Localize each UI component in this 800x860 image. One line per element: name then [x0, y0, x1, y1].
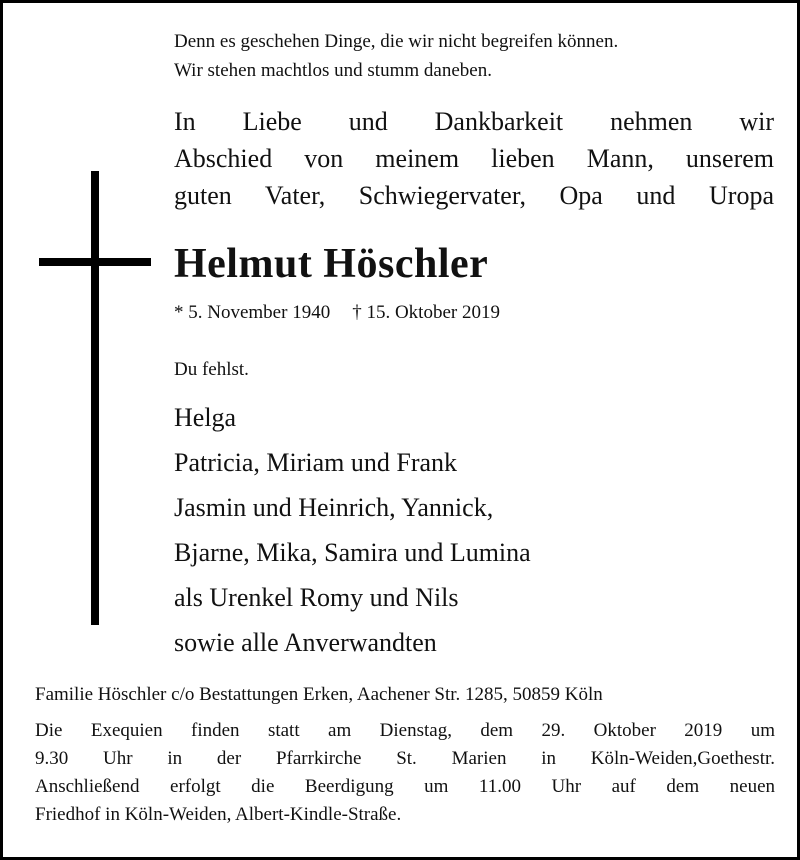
death-date: † 15. Oktober 2019 [352, 302, 500, 323]
cross-icon [91, 171, 99, 625]
cross-icon-bar [39, 258, 151, 266]
mourner-line: als Urenkel Romy und Nils [174, 583, 459, 612]
mourner-line: Jasmin und Heinrich, Yannick, [174, 493, 494, 522]
farewell-line: Abschied von meinem lieben Mann, unserem [174, 144, 774, 173]
mourner-line: Bjarne, Mika, Samira und Lumina [174, 538, 531, 567]
missed-text: Du fehlst. [174, 359, 249, 380]
farewell-line: In Liebe und Dankbarkeit nehmen wir [174, 107, 774, 136]
quote-line: Wir stehen machtlos und stumm daneben. [174, 60, 492, 81]
service-line: Anschließend erfolgt die Beerdigung um 11.00 Uhr auf dem neuen [35, 776, 775, 797]
mourner-line: Helga [174, 403, 237, 432]
farewell-text [174, 103, 774, 214]
service-line: 9.30 Uhr in der Pfarrkirche St. Marien in Köln-Weiden,Goethestr. [35, 748, 775, 769]
contact-address: Familie Höschler c/o Bestattungen Erken, Aachener Str. 1285, 50859 Köln [35, 684, 603, 705]
deceased-name: Helmut Höschler [174, 241, 489, 287]
mourner-line: Patricia, Miriam und Frank [174, 448, 458, 477]
mourners-list [174, 395, 531, 665]
service-line: Die Exequien finden statt am Dienstag, dem 29. Oktober 2019 um [35, 720, 775, 741]
quote-line: Denn es geschehen Dinge, die wir nicht begreifen können. [174, 31, 619, 52]
opening-quote [174, 27, 774, 85]
service-line: Friedhof in Köln-Weiden, Albert-Kindle-Straße. [35, 804, 402, 825]
farewell-line: guten Vater, Schwiegervater, Opa und Uropa [174, 181, 774, 210]
service-details [35, 717, 775, 829]
mourner-line: sowie alle Anverwandten [174, 628, 437, 657]
life-dates [174, 299, 500, 327]
birth-date: * 5. November 1940 [174, 302, 331, 323]
